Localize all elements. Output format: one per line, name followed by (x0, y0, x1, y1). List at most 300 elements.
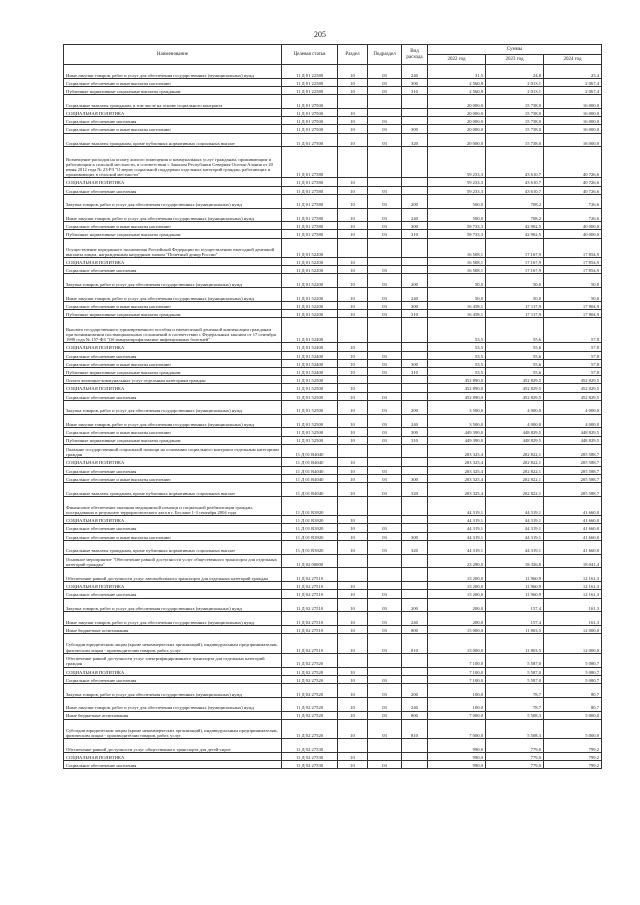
row-value-2022: 990,0 (428, 752, 486, 760)
table-row (64, 258, 602, 266)
row-value-2024: 4 000,0 (544, 400, 602, 414)
row-section: 10 (338, 532, 368, 540)
row-code: 11 Д 01 52200 (282, 238, 338, 257)
row-value-2023: 17 117,9 (486, 310, 544, 318)
row-value-2024: 5 080,7 (544, 653, 602, 667)
row-code: 11 Д 02 27520 (282, 675, 338, 683)
row-subsection (368, 108, 402, 116)
row-value-2024: 57,8 (544, 318, 602, 343)
row-value-2024: 799,2 (544, 739, 602, 753)
row-code: 11 Д 01 52200 (282, 310, 338, 318)
table-row (64, 752, 602, 760)
row-kind: 810 (402, 719, 428, 738)
row-value-2024: 57,8 (544, 351, 602, 359)
row-subsection: 03 (368, 414, 402, 428)
row-section: 10 (338, 258, 368, 266)
row-name: Социальное обеспечение населения (64, 761, 282, 769)
row-subsection: 03 (368, 590, 402, 598)
row-subsection: 03 (368, 367, 402, 375)
row-section: 10 (338, 428, 368, 436)
row-code: 11 Д 02 27520 (282, 697, 338, 711)
row-section: 10 (338, 634, 368, 653)
row-subsection (368, 653, 402, 667)
row-value-2023: 779,0 (486, 739, 544, 753)
row-value-2022: 3 500,0 (428, 414, 486, 428)
row-subsection: 03 (368, 266, 402, 274)
row-code: 11 Д 01 27500 (282, 95, 338, 109)
row-value-2023: 55,6 (486, 367, 544, 375)
row-value-2023: 452 829,5 (486, 376, 544, 384)
row-value-2023: 24,8 (486, 65, 544, 79)
row-value-2024: 726,6 (544, 194, 602, 208)
row-subsection: 03 (368, 466, 402, 474)
row-value-2022: 500,0 (428, 194, 486, 208)
row-kind: 240 (402, 414, 428, 428)
row-name: Обеспечение равной доступности услуг автомобильного транспорта для отдельных категорий граждан (64, 568, 282, 582)
row-name: Публичные нормативные социальные выплаты гражданам (64, 436, 282, 444)
row-code: 11 Д 01 52400 (282, 343, 338, 351)
row-value-2023: 448 829,5 (486, 428, 544, 436)
row-value-2023: 157,4 (486, 612, 544, 626)
row-value-2024: 41 660,0 (544, 532, 602, 540)
row-value-2022: 15 000,0 (428, 626, 486, 634)
row-value-2024: 40 726,6 (544, 178, 602, 186)
row-subsection: 03 (368, 78, 402, 86)
row-value-2024: 726,6 (544, 208, 602, 222)
row-name: Иные бюджетные ассигнования (64, 711, 282, 719)
table-row (64, 310, 602, 318)
row-name: Иные бюджетные ассигнования (64, 626, 282, 634)
row-section: 10 (338, 194, 368, 208)
row-value-2023: 43 610,7 (486, 147, 544, 178)
row-code: 11 Д 01 R4040 (282, 466, 338, 474)
row-value-2023: 43 610,7 (486, 178, 544, 186)
row-section: 10 (338, 590, 368, 598)
table-row (64, 414, 602, 428)
row-kind (402, 318, 428, 343)
table-row (64, 626, 602, 634)
row-name: Иные закупки товаров, работ и услуг для обеспечения государственных (муниципальных) нужд (64, 414, 282, 428)
row-kind: 240 (402, 65, 428, 79)
row-subsection: 03 (368, 86, 402, 94)
row-subsection: 03 (368, 392, 402, 400)
row-value-2023: 452 829,5 (486, 384, 544, 392)
row-value-2023: 15 738,0 (486, 117, 544, 125)
row-subsection (368, 752, 402, 760)
budget-table (63, 44, 602, 769)
row-code: 11 Д 01 52200 (282, 288, 338, 302)
row-code: 11 Д 01 27580 (282, 208, 338, 222)
row-name: Социальное обеспечение населения (64, 186, 282, 194)
row-name: Иные закупки товаров, работ и услуг для обеспечения государственных (муниципальных) нужд (64, 697, 282, 711)
row-value-2023: 5 508,3 (486, 719, 544, 738)
row-kind (402, 384, 428, 392)
row-name: СОЦИАЛЬНАЯ ПОЛИТИКА (64, 384, 282, 392)
row-value-2024: 80,7 (544, 697, 602, 711)
row-subsection: 03 (368, 310, 402, 318)
row-code: 11 Д 01 27580 (282, 230, 338, 238)
row-value-2023: 11 803,5 (486, 626, 544, 634)
row-section: 10 (338, 343, 368, 351)
row-section: 10 (338, 288, 368, 302)
row-value-2023: 44 319,1 (486, 532, 544, 540)
row-code: 11 Д 02 27530 (282, 752, 338, 760)
row-section: 10 (338, 367, 368, 375)
row-code: 11 Д 01 27500 (282, 125, 338, 133)
row-name: Финансовое обеспечение оказания медицинской помощи и социальной реабилитации граждан, пострадавших в результате террористического акта в г. Беслане 1-3 сентября 2004 года (64, 496, 282, 515)
row-value-2024: 205 588,7 (544, 483, 602, 497)
row-section: 10 (338, 612, 368, 626)
table-row (64, 400, 602, 414)
row-code: 11 Д 02 27510 (282, 626, 338, 634)
row-value-2022: 50,0 (428, 274, 486, 288)
row-code: 11 Д 01 52200 (282, 266, 338, 274)
row-section: 10 (338, 697, 368, 711)
row-code: 11 Д 01 52400 (282, 351, 338, 359)
row-kind (402, 351, 428, 359)
row-value-2022: 44 319,1 (428, 540, 486, 554)
row-name: Выплата государственного единовременного пособия и ежемесячной денежной компенсации гражданам при возникновении поствакцинальных осложнений в соответствии с Федеральным законом от 17 сентября 1998 года № 157-ФЗ "Об иммунопрофилактике инфекционных болезней" (64, 318, 282, 343)
row-kind (402, 675, 428, 683)
row-name: Социальное обеспечение населения (64, 524, 282, 532)
row-name: СОЦИАЛЬНАЯ ПОЛИТИКА (64, 178, 282, 186)
row-value-2024: 17 854,9 (544, 238, 602, 257)
row-code: 11 Д 01 R3920 (282, 516, 338, 524)
row-subsection: 03 (368, 208, 402, 222)
row-value-2023: 2 013,1 (486, 78, 544, 86)
row-value-2023: 202 822,1 (486, 444, 544, 458)
row-value-2022: 15 200,0 (428, 568, 486, 582)
row-section (338, 568, 368, 582)
row-value-2022: 7 000,0 (428, 719, 486, 738)
row-name: СОЦИАЛЬНАЯ ПОЛИТИКА (64, 458, 282, 466)
header-section: Раздел (338, 45, 368, 65)
row-value-2022: 53,5 (428, 343, 486, 351)
row-section: 10 (338, 719, 368, 738)
row-code: 11 Д 01 52500 (282, 436, 338, 444)
table-row (64, 147, 602, 178)
table-row (64, 568, 602, 582)
row-code: 11 Д 01 27580 (282, 186, 338, 194)
row-value-2022: 7 100,0 (428, 667, 486, 675)
row-section: 10 (338, 208, 368, 222)
row-value-2022: 203 325,4 (428, 444, 486, 458)
row-kind (402, 108, 428, 116)
row-value-2022: 203 325,4 (428, 466, 486, 474)
row-value-2023: 15 738,0 (486, 125, 544, 133)
row-value-2023: 43 610,7 (486, 186, 544, 194)
row-value-2022: 203 325,4 (428, 474, 486, 482)
row-code: 11 Д 01 52500 (282, 428, 338, 436)
row-subsection (368, 667, 402, 675)
row-subsection: 03 (368, 359, 402, 367)
row-name: Субсидии юридическим лицам (кроме некоммерческих организаций), индивидуальным предпринимателям, физическим лицам - производителям товаров, работ, услуг (64, 719, 282, 738)
row-name: Социальное обеспечение и иные выплаты населению (64, 78, 282, 86)
table-row (64, 222, 602, 230)
row-name: Социальное обеспечение населения (64, 466, 282, 474)
row-kind (402, 458, 428, 466)
row-code: 11 Д 01 52500 (282, 376, 338, 384)
row-kind (402, 392, 428, 400)
row-code: 11 Д 01 27500 (282, 108, 338, 116)
row-value-2023: 44 319,1 (486, 516, 544, 524)
row-name: Социальное обеспечение и иные выплаты населению (64, 125, 282, 133)
row-value-2024: 57,8 (544, 343, 602, 351)
row-name: СОЦИАЛЬНАЯ ПОЛИТИКА (64, 516, 282, 524)
row-code: 11 Д 01 R3920 (282, 532, 338, 540)
row-section (338, 496, 368, 515)
row-section (338, 147, 368, 178)
table-row (64, 444, 602, 458)
row-subsection: 03 (368, 711, 402, 719)
row-value-2022: 200,0 (428, 598, 486, 612)
row-value-2022: 16 508,1 (428, 266, 486, 274)
row-code: 11 Д 02 27520 (282, 667, 338, 675)
row-section: 10 (338, 230, 368, 238)
row-code: 11 Д 02 27530 (282, 739, 338, 753)
row-kind: 200 (402, 400, 428, 414)
row-value-2023: 11 803,5 (486, 634, 544, 653)
row-code: 11 Д 01 R4040 (282, 458, 338, 466)
row-subsection: 03 (368, 436, 402, 444)
row-subsection: 03 (368, 532, 402, 540)
row-value-2022: 20 000,0 (428, 125, 486, 133)
row-value-2023: 202 822,1 (486, 474, 544, 482)
row-code: 11 Д 01 27580 (282, 222, 338, 230)
row-value-2024: 17 804,9 (544, 310, 602, 318)
row-section: 10 (338, 675, 368, 683)
row-subsection (368, 568, 402, 582)
row-value-2022: 53,5 (428, 351, 486, 359)
row-kind: 320 (402, 540, 428, 554)
row-value-2023: 779,0 (486, 761, 544, 769)
row-subsection: 03 (368, 222, 402, 230)
row-section: 10 (338, 711, 368, 719)
row-value-2024: 799,2 (544, 761, 602, 769)
row-value-2023: 42 902,5 (486, 230, 544, 238)
row-section: 10 (338, 761, 368, 769)
row-section: 10 (338, 359, 368, 367)
row-value-2023: 4 000,0 (486, 400, 544, 414)
row-code: 11 Д 01 52400 (282, 359, 338, 367)
row-section (338, 554, 368, 568)
row-code: 11 Д 02 27520 (282, 683, 338, 697)
row-kind: 320 (402, 133, 428, 147)
row-subsection: 03 (368, 612, 402, 626)
row-kind: 240 (402, 208, 428, 222)
table-row (64, 582, 602, 590)
row-subsection: 03 (368, 133, 402, 147)
row-name: Закупка товаров, работ и услуг для обеспечения государственных (муниципальных) нужд (64, 598, 282, 612)
table-row (64, 318, 602, 343)
row-section: 10 (338, 474, 368, 482)
row-name: Оплата жилищно-коммунальных услуг отдельным категориям граждан (64, 376, 282, 384)
row-name: Оказание государственной социальной помощи на основании социального контракта отдельным категориям граждан (64, 444, 282, 458)
row-section: 10 (338, 414, 368, 428)
row-value-2022: 58 733,3 (428, 222, 486, 230)
row-value-2022: 2 560,8 (428, 86, 486, 94)
row-code: 11 Д 01 R3920 (282, 496, 338, 515)
row-kind: 310 (402, 230, 428, 238)
row-name: Основное мероприятие "Обеспечение равной доступности услуг общественного транспорта для отдельных категорий граждан" (64, 554, 282, 568)
row-code: 11 Д 01 R3920 (282, 524, 338, 532)
row-value-2022: 7 100,0 (428, 675, 486, 683)
row-value-2024: 205 588,7 (544, 458, 602, 466)
row-value-2022: 59 233,3 (428, 178, 486, 186)
row-section (338, 238, 368, 257)
row-value-2022: 15 200,0 (428, 590, 486, 598)
row-section: 10 (338, 310, 368, 318)
row-value-2024: 205 588,7 (544, 474, 602, 482)
row-kind: 300 (402, 474, 428, 482)
row-value-2022: 20 000,0 (428, 133, 486, 147)
table-row (64, 288, 602, 302)
table-row (64, 376, 602, 384)
row-subsection: 03 (368, 697, 402, 711)
row-subsection: 03 (368, 302, 402, 310)
row-subsection: 03 (368, 428, 402, 436)
row-kind (402, 590, 428, 598)
row-value-2023: 11 960,9 (486, 590, 544, 598)
row-value-2024: 12 161,3 (544, 568, 602, 582)
table-row (64, 392, 602, 400)
row-value-2022: 58 733,3 (428, 230, 486, 238)
row-name: Публичные нормативные социальные выплаты гражданам (64, 310, 282, 318)
row-value-2022: 203 325,4 (428, 483, 486, 497)
row-name: Социальные выплаты гражданам, кроме публичных нормативных социальных выплат (64, 540, 282, 554)
header-year-2023: 2023 год (486, 55, 544, 65)
row-kind (402, 343, 428, 351)
row-value-2022: 452 890,0 (428, 376, 486, 384)
row-section (338, 653, 368, 667)
row-kind: 300 (402, 78, 428, 86)
row-value-2024: 16 000,0 (544, 133, 602, 147)
row-name: Социальное обеспечение и иные выплаты населению (64, 302, 282, 310)
table-row (64, 302, 602, 310)
row-kind (402, 238, 428, 257)
row-code: 11 Д 01 52500 (282, 414, 338, 428)
row-value-2022: 20 000,0 (428, 117, 486, 125)
row-subsection: 03 (368, 230, 402, 238)
row-name: Возмещение расходов на оплату жилого помещения и коммунальных услуг гражданам, проживающим и работающим в сельской местности, в соответствии с Законом Республики Северная Осетия-Алания от 20 июня 2012 года № 23-РЗ "О мерах социальной поддержки отдельных категорий граждан, работающих и проживающих в сельской местности" (64, 147, 282, 178)
table-row (64, 274, 602, 288)
row-value-2024: 41 660,0 (544, 516, 602, 524)
row-section: 10 (338, 133, 368, 147)
page-number: 205 (314, 30, 326, 39)
row-name: Социальное обеспечение населения (64, 590, 282, 598)
row-subsection: 03 (368, 675, 402, 683)
row-name: Обеспечение равной доступности услуг общественного транспорта для детей-сирот (64, 739, 282, 753)
table-row (64, 653, 602, 667)
row-code: 11 Д 01 22580 (282, 65, 338, 79)
row-value-2023: 708,2 (486, 194, 544, 208)
row-subsection (368, 376, 402, 384)
row-code: 11 Д 02 27520 (282, 653, 338, 667)
table-row (64, 367, 602, 375)
table-row (64, 133, 602, 147)
row-section: 10 (338, 436, 368, 444)
row-code: 11 Д 01 52500 (282, 384, 338, 392)
row-value-2023: 17 117,9 (486, 302, 544, 310)
table-row (64, 697, 602, 711)
row-value-2022: 16 458,1 (428, 302, 486, 310)
row-value-2022: 3 500,0 (428, 400, 486, 414)
row-value-2024: 205 588,7 (544, 444, 602, 458)
row-value-2022: 53,5 (428, 318, 486, 343)
table-row (64, 384, 602, 392)
row-kind (402, 516, 428, 524)
row-name: СОЦИАЛЬНАЯ ПОЛИТИКА (64, 667, 282, 675)
row-name: Социальные выплаты гражданам, в том числе на основе социального контракта (64, 95, 282, 109)
row-kind: 200 (402, 598, 428, 612)
row-kind (402, 147, 428, 178)
row-subsection: 03 (368, 483, 402, 497)
row-kind: 300 (402, 125, 428, 133)
row-name: СОЦИАЛЬНАЯ ПОЛИТИКА (64, 108, 282, 116)
row-subsection: 03 (368, 274, 402, 288)
row-value-2024: 12 161,3 (544, 582, 602, 590)
row-value-2023: 44 319,1 (486, 540, 544, 554)
row-value-2023: 55,6 (486, 351, 544, 359)
row-name: Социальное обеспечение и иные выплаты населению (64, 532, 282, 540)
row-kind: 320 (402, 483, 428, 497)
row-value-2023: 157,4 (486, 598, 544, 612)
row-kind: 200 (402, 194, 428, 208)
row-name: Социальное обеспечение населения (64, 117, 282, 125)
row-name: Закупка товаров, работ и услуг для обеспечения государственных (муниципальных) нужд (64, 683, 282, 697)
row-value-2024: 41 660,0 (544, 496, 602, 515)
row-value-2022: 500,0 (428, 208, 486, 222)
row-section (338, 376, 368, 384)
row-code: 11 Д 01 R4040 (282, 444, 338, 458)
row-code: 11 Д 01 52400 (282, 318, 338, 343)
row-value-2024: 12 000,0 (544, 626, 602, 634)
row-subsection (368, 147, 402, 178)
row-subsection: 03 (368, 761, 402, 769)
row-value-2023: 15 738,0 (486, 133, 544, 147)
table-row (64, 516, 602, 524)
row-name: Публичные нормативные социальные выплаты гражданам (64, 86, 282, 94)
table-row (64, 634, 602, 653)
row-value-2023: 5 587,0 (486, 675, 544, 683)
row-value-2024: 2 067,4 (544, 86, 602, 94)
row-section: 10 (338, 582, 368, 590)
row-value-2023: 2 013,1 (486, 86, 544, 94)
row-value-2024: 40 000,0 (544, 230, 602, 238)
row-value-2022: 7 000,0 (428, 711, 486, 719)
row-value-2024: 40 726,6 (544, 186, 602, 194)
row-value-2024: 5 000,0 (544, 719, 602, 738)
header-year-2022: 2022 год (428, 55, 486, 65)
row-name: Закупка товаров, работ и услуг для обеспечения государственных (муниципальных) нужд (64, 194, 282, 208)
header-year-2024: 2024 год (544, 55, 602, 65)
row-value-2024: 16 000,0 (544, 125, 602, 133)
row-value-2024: 16 000,0 (544, 108, 602, 116)
row-subsection: 03 (368, 65, 402, 79)
row-value-2022: 59 233,3 (428, 186, 486, 194)
row-value-2023: 17 167,9 (486, 258, 544, 266)
row-name: Социальные выплаты гражданам, кроме публичных нормативных социальных выплат (64, 483, 282, 497)
row-value-2022: 23 290,0 (428, 554, 486, 568)
row-name: Социальное обеспечение и иные выплаты населению (64, 428, 282, 436)
row-value-2022: 990,0 (428, 739, 486, 753)
row-code: 11 Д 01 52200 (282, 274, 338, 288)
row-code: 11 Д 01 27500 (282, 117, 338, 125)
table-row (64, 351, 602, 359)
table-row (64, 554, 602, 568)
row-kind: 310 (402, 367, 428, 375)
row-kind: 300 (402, 359, 428, 367)
